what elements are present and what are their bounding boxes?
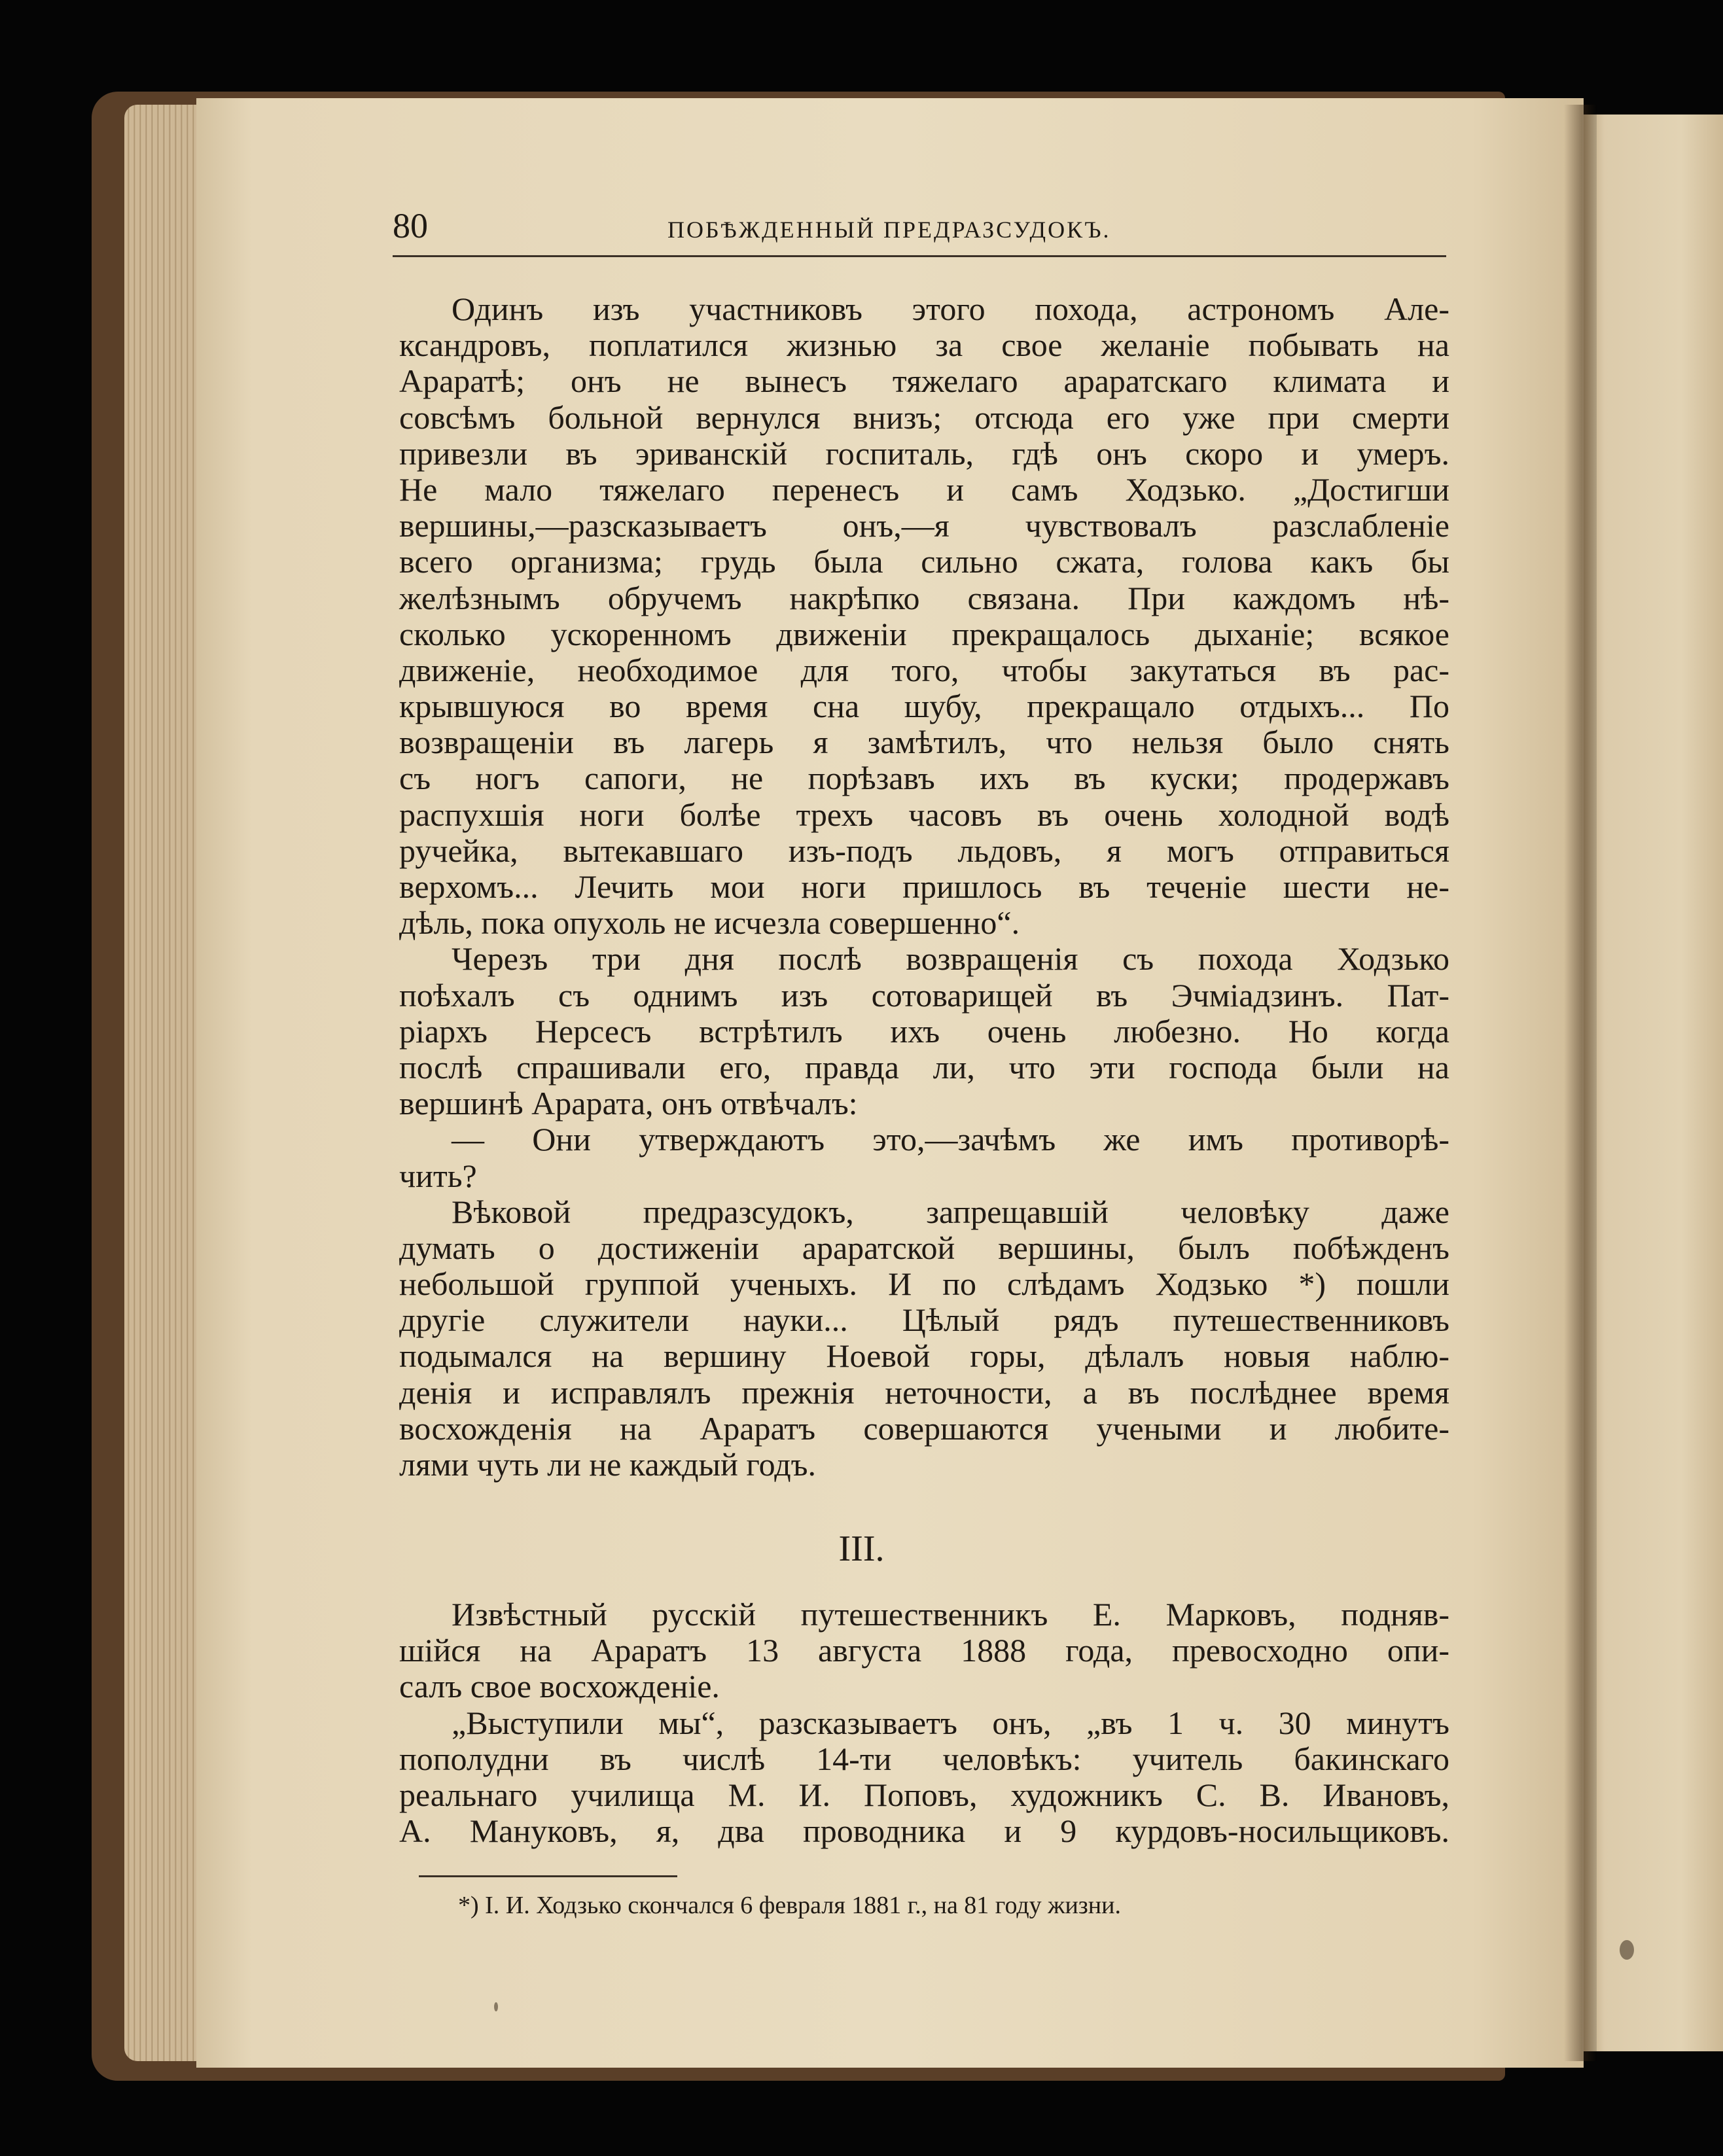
page-number: 80 [393, 206, 428, 245]
text-line: Не мало тяжелаго перенесъ и самъ Ходзько. „Достигши [399, 470, 1449, 508]
text-line: шійся на Араратъ 13 августа 1888 года, превосходно опи- [399, 1632, 1449, 1669]
text-line: желѣзнымъ обручемъ накрѣпко связана. При каждомъ нѣ- [399, 579, 1449, 616]
text-line: распухшія ноги болѣе трехъ часовъ въ очень холодной водѣ [399, 796, 1449, 833]
text-line: съ ногъ сапоги, не порѣзавъ ихъ въ куски; продержавъ [399, 760, 1449, 797]
page-gutter [1564, 105, 1597, 2061]
page-stain [1620, 1940, 1634, 1960]
text-line: другіе служители науки... Цѣлый рядъ путешественниковъ [399, 1301, 1449, 1339]
text-line: „Выступили мы“, разсказываетъ онъ, „въ 1 ч. 30 минутъ [452, 1704, 1449, 1741]
facing-page [1584, 115, 1723, 2051]
text-line: Араратѣ; онъ не вынесъ тяжелаго араратскаго климата и [399, 362, 1449, 400]
text-line: А. Мануковъ, я, два проводника и 9 курдовъ-носильщиковъ. [399, 1812, 1449, 1850]
text-line: дѣль, пока опухоль не исчезла совершенно“. [399, 904, 1020, 942]
text-line: сколько ускоренномъ движеніи прекращалось дыханіе; всякое [399, 615, 1449, 652]
text-line: привезли въ эриванскій госпиталь, гдѣ онъ скоро и умеръ. [399, 434, 1449, 472]
text-line: возвращеніи въ лагерь я замѣтилъ, что нельзя было снять [399, 724, 1449, 761]
section-number: III. [838, 1529, 885, 1569]
text-line: ріархъ Нерсесъ встрѣтилъ ихъ очень любезно. Но когда [399, 1012, 1449, 1050]
text-line: ксандровъ, поплатился жизнью за свое желаніе побывать на [399, 327, 1449, 364]
text-line: вершины,—разсказываетъ онъ,—я чувствовалъ разслабленіе [399, 507, 1449, 544]
text-line: поѣхалъ съ однимъ изъ сотоварищей въ Эчміадзинъ. Пат- [399, 976, 1449, 1014]
text-line: денія и исправлялъ прежнія неточности, а въ послѣднее время [399, 1373, 1449, 1411]
text-line: Вѣковой предразсудокъ, запрещавшій человѣку даже [452, 1193, 1449, 1230]
text-line: совсѣмъ больной вернулся внизъ; отсюда его уже при смерти [399, 398, 1449, 436]
text-line: Одинъ изъ участниковъ этого похода, астрономъ Але- [452, 291, 1449, 327]
text-line: крывшуюся во время сна шубу, прекращало отдыхъ... По [399, 688, 1449, 725]
text-line: послѣ спрашивали его, правда ли, что эти господа были на [399, 1048, 1449, 1086]
page-header [393, 203, 1446, 257]
page-stain [494, 2002, 498, 2011]
text-line: Извѣстный русскій путешественникъ Е. Марковъ, подняв- [452, 1596, 1449, 1633]
footnote-rule [419, 1875, 677, 1877]
text-line: пополудни въ числѣ 14-ти человѣкъ: учитель бакинскаго [399, 1740, 1449, 1777]
text-line: реальнаго училища М. И. Поповъ, художникъ С. В. Ивановъ, [399, 1776, 1449, 1813]
text-line: — Они утверждаютъ это,—зачѣмъ же имъ противорѣ- [452, 1121, 1449, 1158]
running-head: ПОБѢЖДЕННЫЙ ПРЕДРАЗСУДОКЪ. [667, 217, 1111, 243]
text-line: верхомъ... Лечить мои ноги пришлось въ теченіе шести не- [399, 868, 1449, 905]
body-text-top [399, 291, 1449, 1483]
text-line: восхожденія на Араратъ совершаются учеными и любите- [399, 1409, 1449, 1447]
body-text-bottom [399, 1597, 1449, 1849]
text-line: Черезъ три дня послѣ возвращенія съ похода Ходзько [452, 940, 1449, 978]
text-line: движеніе, необходимое для того, чтобы закутаться въ рас- [399, 651, 1449, 688]
text-line: лями чуть ли не каждый годъ. [399, 1446, 816, 1483]
text-line: подымался на вершину Ноевой горы, дѣлалъ новыя наблю- [399, 1337, 1449, 1375]
text-line: салъ свое восхожденіе. [399, 1668, 720, 1705]
text-line: чить? [399, 1157, 477, 1194]
text-line: ручейка, вытекавшаго изъ-подъ льдовъ, я могъ отправиться [399, 832, 1449, 869]
text-line: думать о достиженіи араратской вершины, былъ побѣжденъ [399, 1229, 1449, 1266]
footnote: *) I. И. Ходзько скончался 6 февраля 1881 г., на 81 году жизни. [458, 1892, 1121, 1919]
text-line: небольшой группой ученыхъ. И по слѣдамъ Ходзько *) пошли [399, 1265, 1449, 1303]
text-line: вершинѣ Арарата, онъ отвѣчалъ: [399, 1085, 858, 1122]
text-line: всего организма; грудь была сильно сжата, голова какъ бы [399, 543, 1449, 580]
